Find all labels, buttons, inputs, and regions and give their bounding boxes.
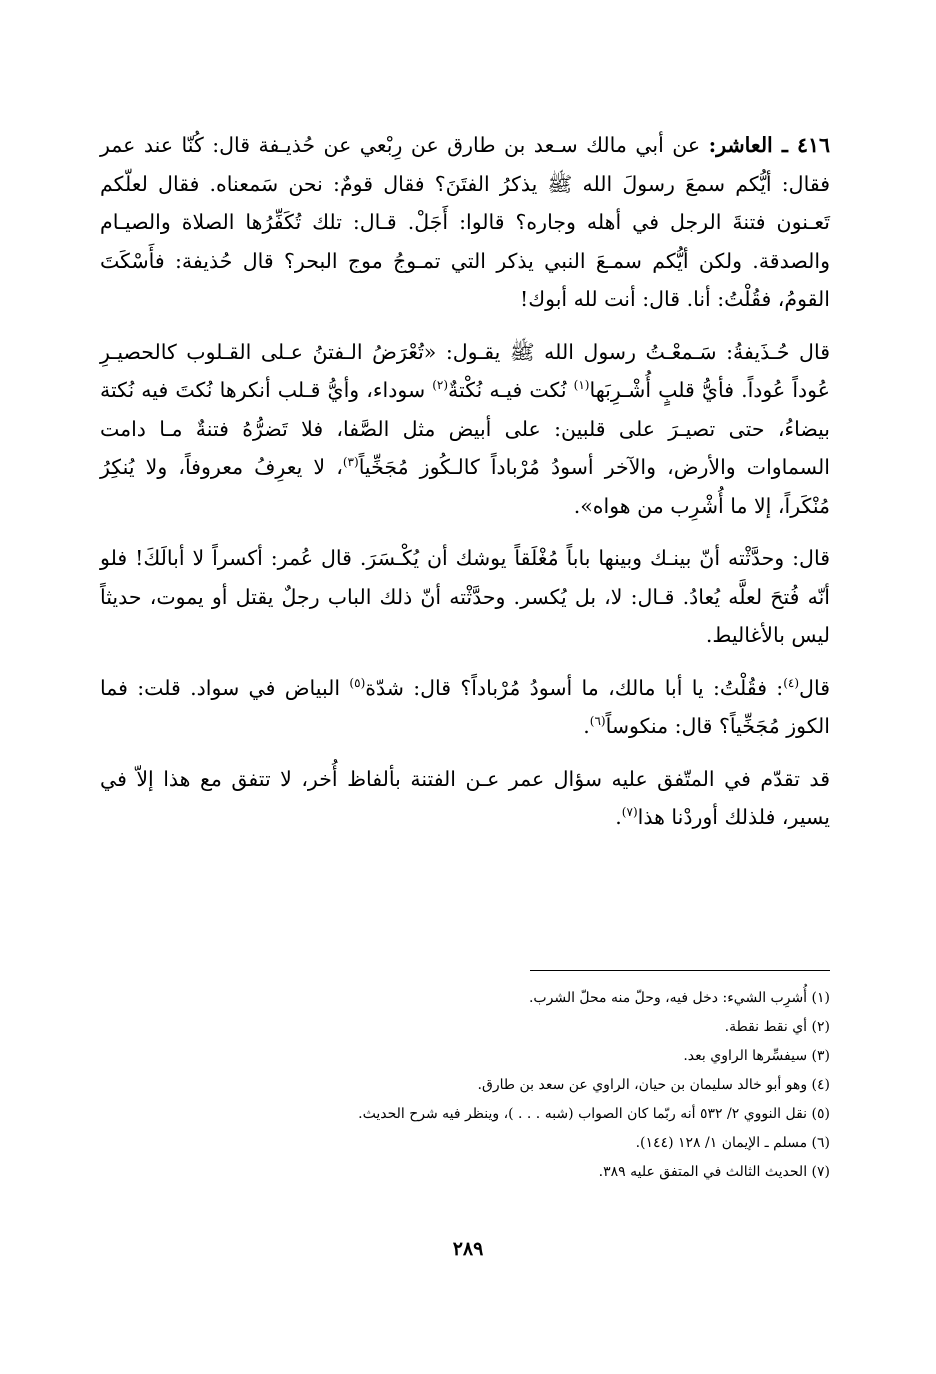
paragraph-question	[100, 669, 830, 746]
text-segment: قال	[799, 675, 830, 700]
hadith-number: ٤١٦ ـ العاشر:	[708, 133, 831, 157]
footnote-6: (٦) مسلم ـ الإيمان ١/ ١٢٨ (١٤٤).	[635, 1135, 830, 1151]
paragraph-hudhayfa-narration	[100, 333, 830, 526]
footnote-4: (٤) وهو أبو خالد سليمان بن حيان، الراوي عن سعد بن طارق.	[477, 1077, 830, 1093]
text-segment: .	[615, 805, 622, 829]
footnote-ref-4: (٤)	[783, 675, 800, 690]
text-segment: نُكت فيـه نُكْتةٌ	[448, 378, 574, 402]
paragraph-note	[100, 760, 830, 837]
text-segment: : فقُلْتُ: يا أبا مالك، ما أسودُ مُرْباداً؟ قال: شدّة	[365, 675, 784, 700]
footnote-2: (٢) أي نقط نقطة.	[724, 1019, 830, 1035]
paragraph-door: قال: وحدَّثْته أنّ بينـك وبينها باباً مُغْلَقاً يوشك أن يُكْـسَرَ. قال عُمر: أكسراً لا أبالَكَ! فلو أنّه فُتحَ لعلَّه يُعادُ. قـال: لا، بل يُكسر. وحدَّثْته أنّ ذلك الباب رجلٌ يقتل أو يموت، حديثاً ليس بالأغاليط.	[100, 546, 830, 647]
text-segment: قد تقدّم في المتّفق عليه سؤال عمر عـن الفتنة بألفاظ أُخر، لا تتفق مع هذا إلاّ في يسير، فلذلك أوردْنا هذا	[100, 766, 830, 829]
footnote-1: (١) أُشرِب الشيء: دخل فيه، وحلّ منه محلّ الشرب.	[528, 990, 830, 1006]
paragraph-hadith-416	[100, 126, 830, 319]
text-segment: قال حُـذَيفةُ: سَـمعْـتُ رسول الله ﷺ يقـول: «تُعْرَضُ الـفتنُ عـلى القـلوب كالحصيـرِ عُوداً عُوداً. فأيُّ قلبٍ أُشْـرِبَها	[100, 339, 830, 402]
paragraph-text: عن أبي مالك سـعد بن طارق عن رِبْعي عن حُذيـفة قال: كُنّا عند عمر فقال: أيُّكم سمعَ رسولَ الله ﷺ يذكرُ الفتَنَ؟ فقال قومٌ: نحن سَمعناه. فقال لعلّكم تَعـنون فتنةَ الرجل في أهله وجاره؟ قالوا: أَجَلْ. قـال: تلك تُكَفِّرُها الصلاة والصيـام والصدقة. ولكن أيُّكم سمـعَ النبي يذكر التي تمـوجُ موج البحر؟ قال حُذيفة: فأَسْكَتَ القومُ، فقُلْتُ: أنا. قال: أنت لله أبوك!	[100, 133, 830, 311]
footnote-5: (٥) نقل النووي ٢/ ٥٣٢ أنه ربّما كان الصواب (شبه . . . )، وينظر فيه شرح الحديث.	[358, 1106, 830, 1122]
footnote-ref-5: (٥)	[349, 675, 366, 690]
text-segment: ، لا يعرِفُ معروفاً، ولا يُنكِرُ مُنْكَراً، إلا ما أُشْرِب من هواه».	[100, 455, 830, 518]
text-segment: .	[583, 714, 590, 738]
footnote-7: (٧) الحديث الثالث في المتفق عليه ٣٨٩.	[598, 1164, 830, 1180]
footnote-divider	[530, 970, 830, 971]
footnote-ref-3: (٣)	[342, 455, 359, 470]
footnotes-list	[100, 984, 830, 1187]
text-segment: البياض في سواد. قلت: فما الكوز مُجَخِّياً؟ قال: منكوساً	[100, 675, 830, 738]
footnote-ref-2: (٢)	[432, 378, 449, 393]
text-segment: سوداء، وأيُّ قـلب أنكرها نُكتَ فيه نُكتة بيضاءُ، حتى تصيـرَ على قلبين: على أبيض مثل الصَّفا، فلا تَضرُّهُ فتنةٌ مـا دامت السماوات والأرض، والآخر أسودُ مُرْباداً كالـكُوز مُجَخِّياً	[100, 378, 830, 479]
footnote-ref-1: (١)	[573, 378, 590, 393]
page-number: ٢٨٩	[452, 1238, 484, 1260]
main-text	[100, 126, 830, 851]
footnote-ref-6: (٦)	[589, 714, 606, 729]
footnote-ref-7: (٧)	[621, 805, 638, 820]
footnote-3: (٣) سيفسِّرها الراوي بعد.	[683, 1048, 830, 1064]
